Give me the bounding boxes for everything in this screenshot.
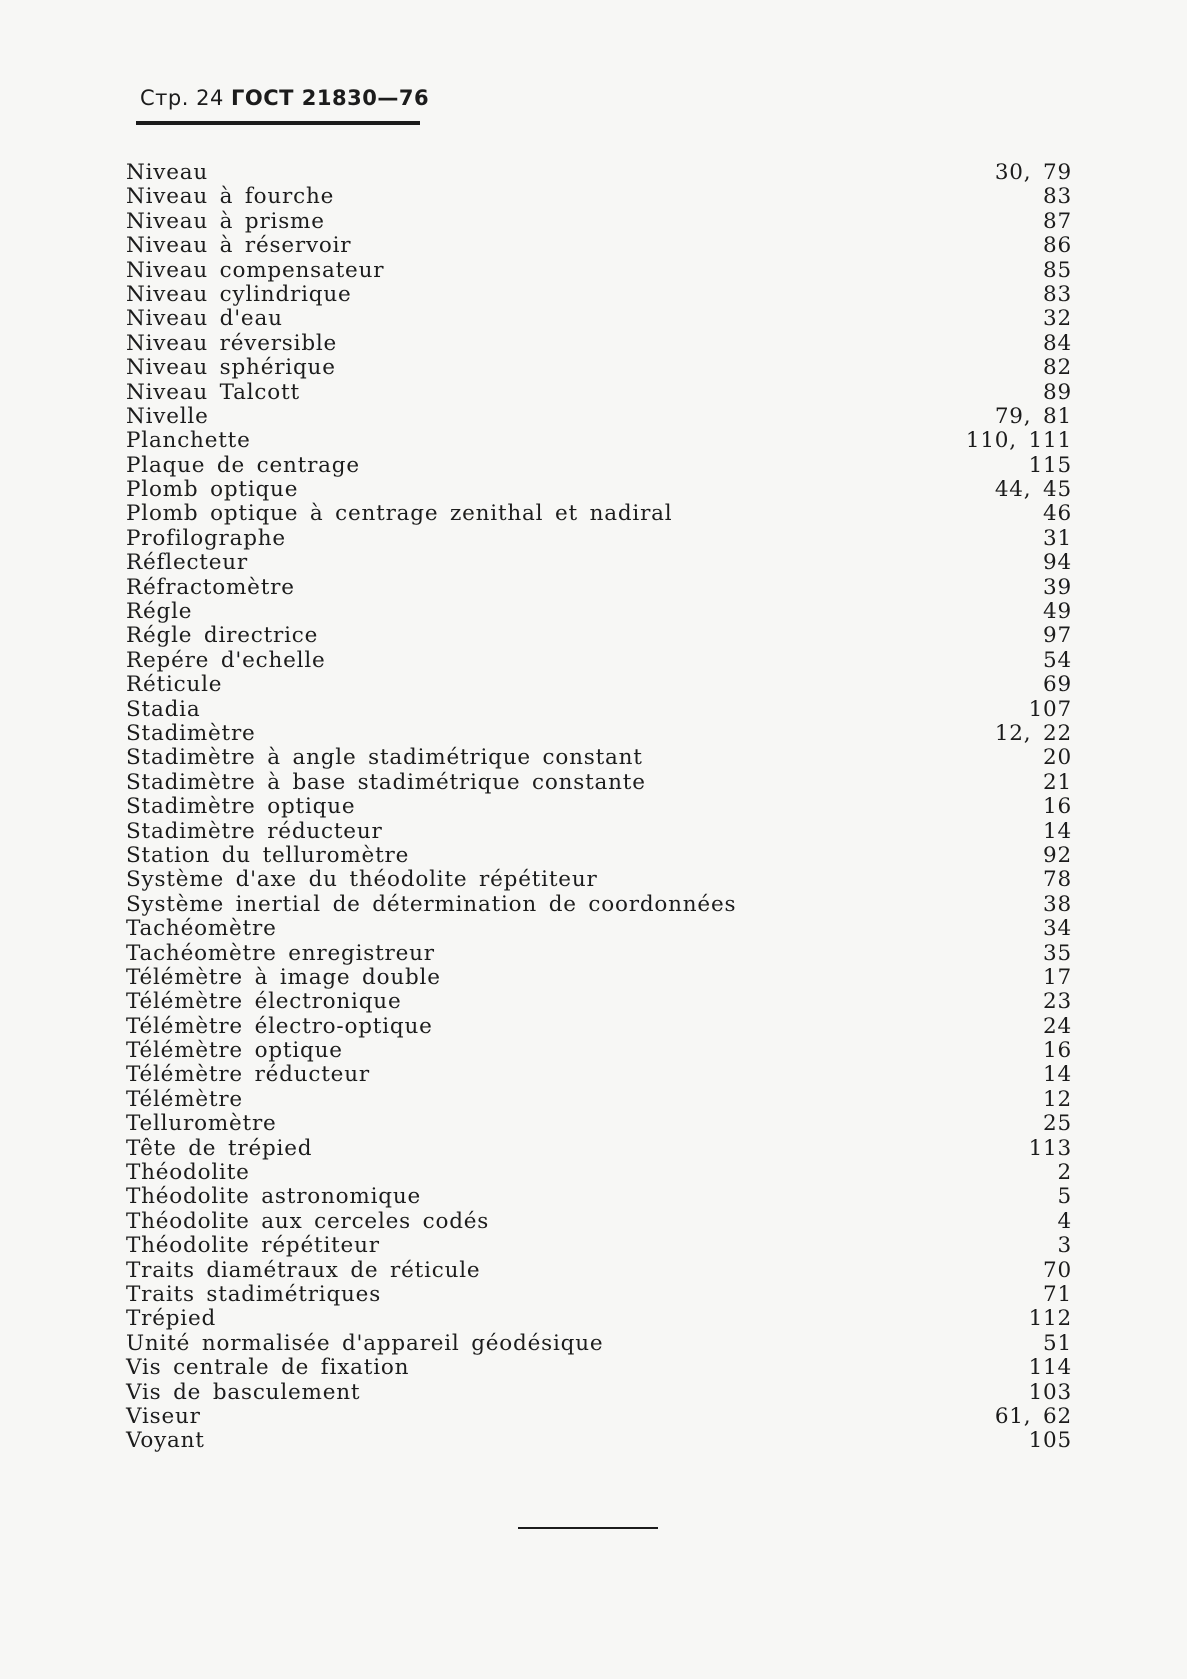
header-rule: [136, 121, 420, 125]
index-ref: 113: [1028, 1135, 1072, 1161]
index-entry: [126, 1259, 1072, 1283]
index-ref: 94: [1043, 550, 1072, 576]
index-ref: 86: [1043, 233, 1072, 259]
index-term: Télémètre: [126, 1086, 243, 1112]
index-ref: 3: [1057, 1233, 1072, 1259]
index-ref: 114: [1028, 1355, 1072, 1381]
index-entry: [126, 1039, 1072, 1063]
index-ref: 110, 111: [965, 428, 1072, 454]
index-ref: 83: [1043, 184, 1072, 210]
index-ref: 2: [1057, 1160, 1072, 1186]
index-ref: 17: [1043, 964, 1072, 990]
index-entry: [126, 1112, 1072, 1136]
index-entry: [126, 722, 1072, 746]
index-entry: [126, 624, 1072, 648]
index-entry: [126, 673, 1072, 697]
index-term: Tachéomètre: [126, 916, 277, 942]
index-entry: [126, 283, 1072, 307]
index-entry: [126, 1381, 1072, 1405]
index-ref: 49: [1043, 599, 1072, 625]
index-term: Planchette: [126, 428, 251, 454]
index-ref: 21: [1043, 769, 1072, 795]
index-entry: [126, 381, 1072, 405]
index-term: Nivelle: [126, 403, 209, 429]
index-term: Plomb optique à centrage zenithal et nadiral: [126, 501, 673, 527]
index-ref: 54: [1043, 647, 1072, 673]
index-entry: [126, 820, 1072, 844]
index-term: Profilographe: [126, 525, 286, 551]
index-entry: [126, 161, 1072, 185]
index-ref: 12: [1043, 1086, 1072, 1112]
index-ref: 84: [1043, 330, 1072, 356]
index-entry: [126, 1405, 1072, 1429]
index-term: Niveau à réservoir: [126, 233, 352, 259]
standard-number: ГОСТ 21830—76: [231, 86, 430, 110]
index-term: Station du telluromètre: [126, 842, 410, 868]
index-ref: 103: [1028, 1379, 1072, 1405]
index-ref: 82: [1043, 355, 1072, 381]
index-term: Traits stadimétriques: [126, 1281, 382, 1307]
index-ref: 30, 79: [994, 160, 1072, 185]
index-term: Réticule: [126, 672, 223, 698]
index-ref: 39: [1043, 574, 1072, 600]
index-term: Télémètre à image double: [126, 964, 441, 990]
index-term: Théodolite aux cerceles codés: [126, 1208, 490, 1234]
index-ref: 97: [1043, 623, 1072, 649]
index-term: Réflecteur: [126, 550, 248, 576]
index-ref: 105: [1028, 1428, 1072, 1454]
index-term: Niveau: [126, 160, 209, 185]
index-term: Repére d'echelle: [126, 647, 326, 673]
index-ref: 51: [1043, 1330, 1072, 1356]
index-ref: 14: [1043, 818, 1072, 844]
index-term: Théodolite: [126, 1160, 250, 1186]
index-entry: [126, 259, 1072, 283]
index-entry: [126, 917, 1072, 941]
index-entry: [126, 1356, 1072, 1380]
index-term: Régle directrice: [126, 623, 319, 649]
index-ref: 79, 81: [994, 403, 1072, 429]
index-term: Niveau cylindrique: [126, 281, 352, 307]
index-term: Plomb optique: [126, 477, 299, 503]
index-term: Niveau d'eau: [126, 306, 283, 332]
index-entry: [126, 844, 1072, 868]
index-entry: [126, 966, 1072, 990]
index-term: Niveau Talcott: [126, 379, 300, 405]
index-entry: [126, 868, 1072, 892]
index-entry: [126, 771, 1072, 795]
index-entry: [126, 942, 1072, 966]
index-ref: 20: [1043, 745, 1072, 771]
index-ref: 46: [1043, 501, 1072, 527]
index-term: Vis centrale de fixation: [126, 1355, 410, 1381]
index-ref: 5: [1057, 1184, 1072, 1210]
index-ref: 71: [1043, 1281, 1072, 1307]
index-ref: 16: [1043, 1038, 1072, 1064]
index-term: Théodolite astronomique: [126, 1184, 422, 1210]
index-term: Telluromètre: [126, 1111, 277, 1137]
index-ref: 31: [1043, 525, 1072, 551]
index-entry: [126, 405, 1072, 429]
index-ref: 23: [1043, 989, 1072, 1015]
index-term: Voyant: [126, 1428, 205, 1454]
index-term: Vis de basculement: [126, 1379, 361, 1405]
index-entry: [126, 454, 1072, 478]
index-entry: [126, 746, 1072, 770]
index-ref: 89: [1043, 379, 1072, 405]
index-entry: [126, 1283, 1072, 1307]
footer-rule: [518, 1527, 658, 1529]
index-term: Théodolite répétiteur: [126, 1233, 380, 1259]
index-term: Viseur: [126, 1403, 201, 1429]
index-ref: 78: [1043, 867, 1072, 893]
index-term: Stadimètre optique: [126, 794, 356, 820]
index-entry: [126, 332, 1072, 356]
index-ref: 35: [1043, 940, 1072, 966]
index-entry: [126, 795, 1072, 819]
index-ref: 4: [1057, 1208, 1072, 1234]
index-ref: 87: [1043, 208, 1072, 234]
index-term: Stadimètre réducteur: [126, 818, 383, 844]
index-entry: [126, 502, 1072, 526]
index-ref: 34: [1043, 916, 1072, 942]
index-entry: [126, 576, 1072, 600]
index-entry: [126, 1015, 1072, 1039]
index-term: Traits diamétraux de réticule: [126, 1257, 481, 1283]
index-ref: 107: [1028, 696, 1072, 722]
index-term: Niveau à fourche: [126, 184, 335, 210]
index-entry: [126, 698, 1072, 722]
index-term: Plaque de centrage: [126, 452, 360, 478]
index-term: Système inertial de détermination de coordonnées: [126, 891, 737, 917]
index-entry: [126, 1307, 1072, 1331]
index-ref: 85: [1043, 257, 1072, 283]
index-ref: 83: [1043, 281, 1072, 307]
index-term: Télémètre électro-optique: [126, 1013, 433, 1039]
index-term: Stadimètre à angle stadimétrique constant: [126, 745, 643, 771]
index-ref: 14: [1043, 1062, 1072, 1088]
index-entry: [126, 185, 1072, 209]
index-term: Niveau sphérique: [126, 355, 336, 381]
index-entry: [126, 600, 1072, 624]
index-entry: [126, 234, 1072, 258]
index-term: Tachéomètre enregistreur: [126, 940, 435, 966]
index-term: Régle: [126, 599, 193, 625]
index-ref: 32: [1043, 306, 1072, 332]
index-entry: [126, 1234, 1072, 1258]
index-list: [126, 161, 1072, 1454]
index-ref: 92: [1043, 842, 1072, 868]
index-entry: [126, 307, 1072, 331]
index-entry: [126, 1210, 1072, 1234]
index-term: Réfractomètre: [126, 574, 295, 600]
index-entry: [126, 649, 1072, 673]
index-entry: [126, 1429, 1072, 1453]
index-entry: [126, 990, 1072, 1014]
index-term: Télémètre réducteur: [126, 1062, 370, 1088]
index-entry: [126, 1063, 1072, 1087]
index-ref: 25: [1043, 1111, 1072, 1137]
index-ref: 24: [1043, 1013, 1072, 1039]
index-term: Stadimètre à base stadimétrique constante: [126, 769, 646, 795]
index-entry: [126, 429, 1072, 453]
index-entry: [126, 1332, 1072, 1356]
index-ref: 61, 62: [994, 1403, 1072, 1429]
index-term: Niveau réversible: [126, 330, 338, 356]
index-term: Télémètre électronique: [126, 989, 402, 1015]
index-entry: [126, 527, 1072, 551]
index-entry: [126, 356, 1072, 380]
index-entry: [126, 478, 1072, 502]
index-entry: [126, 1161, 1072, 1185]
index-entry: [126, 551, 1072, 575]
index-ref: 69: [1043, 672, 1072, 698]
index-ref: 112: [1028, 1306, 1072, 1332]
index-term: Télémètre optique: [126, 1038, 343, 1064]
index-ref: 115: [1028, 452, 1072, 478]
index-ref: 16: [1043, 794, 1072, 820]
index-term: Niveau compensateur: [126, 257, 385, 283]
index-term: Unité normalisée d'appareil géodésique: [126, 1330, 604, 1356]
index-entry: [126, 893, 1072, 917]
index-ref: 70: [1043, 1257, 1072, 1283]
index-term: Système d'axe du théodolite répétiteur: [126, 867, 598, 893]
index-term: Trépied: [126, 1306, 217, 1332]
index-term: Stadia: [126, 696, 201, 722]
index-entry: [126, 1185, 1072, 1209]
index-ref: 12, 22: [994, 720, 1072, 746]
page-label: Стр. 24: [140, 86, 224, 110]
page-header: [140, 86, 429, 110]
index-term: Niveau à prisme: [126, 208, 325, 234]
index-entry: [126, 1137, 1072, 1161]
index-ref: 38: [1043, 891, 1072, 917]
index-entry: [126, 210, 1072, 234]
index-term: Stadimètre: [126, 720, 256, 746]
index-ref: 44, 45: [994, 477, 1072, 503]
index-entry: [126, 1088, 1072, 1112]
index-term: Tête de trépied: [126, 1135, 313, 1161]
